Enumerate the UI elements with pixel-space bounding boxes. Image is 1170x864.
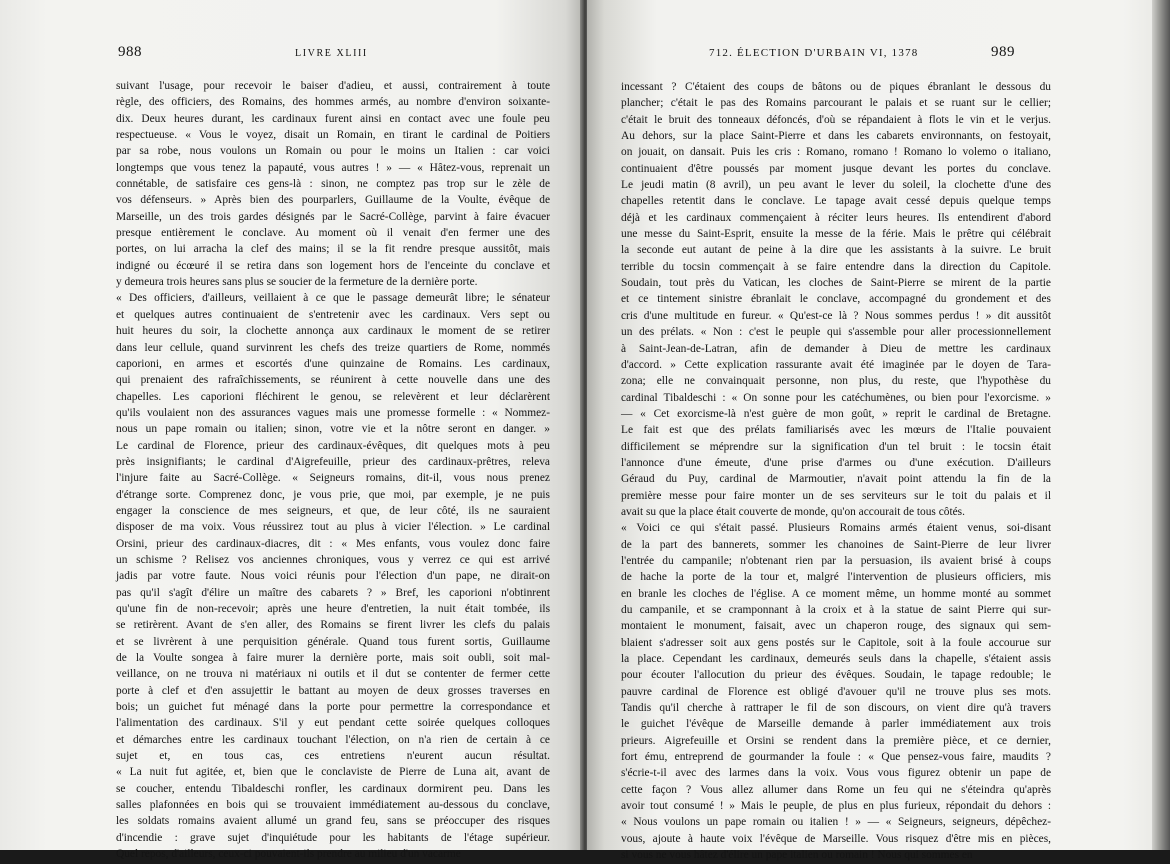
text-line: près insignifiants; le cardinal d'Aigrefeuille, prieur des cardinaux-prêtres, releva (116, 455, 550, 468)
text-line: première messe pour faire monter un de ses serviteurs sur le toit du palais et il (621, 489, 1051, 502)
text-line: le guichet l'évêque de Marseille demande à parler immédiatement aux trois (621, 718, 1051, 731)
text-line: incessant ? C'étaient des coups de bâtons ou de piques ébranlant le dessous du (621, 81, 1051, 93)
text-line: à Saint-Jean-de-Latran, afin de demander à Dieu de mettre les cardinaux (621, 342, 1051, 355)
right-page (587, 0, 1170, 862)
text-line: sujet et, en tous cas, ces entretiens n'eurent aucun résultat. (116, 750, 550, 763)
text-line: Géraud du Puy, cardinal de Marmoutier, n'avait point attendu la fin de la (621, 473, 1051, 486)
text-line: l'annonce d'une émeute, d'une prise d'armes ou d'une exécution. D'ailleurs (621, 456, 1051, 469)
text-line: on jouait, on dansait. Puis les cris : Romano, romano ! Romano lo volemo o italiano, (621, 146, 1051, 159)
text-line: nous un pape romain ou italien; sinon, votre vie et la nôtre seront en danger. » (116, 423, 550, 436)
body-text (621, 79, 1051, 864)
text-line: en branle les cloches de l'église. A ce moment même, un homme monté au sommet (621, 587, 1051, 600)
text-line: salles plafonnées en bois qui se trouvaient immédiatement au-dessous du conclave, (116, 799, 550, 812)
text-line: bois; un guichet fut ménagé dans la porte pour permettre la correspondance et (116, 701, 550, 714)
text-line: y demeura trois heures sans plus se soucier de la fermeture de la dernière porte. (116, 276, 478, 289)
text-line: continuaient d'être poussés par moment jusque devant les portes du conclave. (621, 162, 1051, 175)
text-line: d'étrange sorte. Comprenez donc, je vous prie, que moi, par exemple, je ne puis (116, 488, 550, 501)
text-line: respectueuse. « Vous le voyez, disait un Romain, en tirant le cardinal de Poitiers (116, 129, 550, 142)
text-line: qu'ils voulaient non des assurances vagues mais une promesse formelle : « Nommez- (116, 406, 550, 419)
text-line: Le fait est que des prélats familiarisés avec les mœurs de l'Italie pouvaient (621, 424, 1051, 437)
text-line: presque entièrement le conclave. Au moment où il venait d'en fermer une des (116, 227, 550, 240)
text-line: connétable, de satisfaire ces gens-là : sinon, ne comptez pas trop sur le zèle de (116, 178, 550, 191)
text-line: les soldats romains avaient allumé un grand feu, sans se préoccuper des risques (116, 815, 550, 828)
running-head: 712. ÉLECTION D'URBAIN VI, 1378 (709, 47, 919, 59)
text-line: qu'une fin de non-recevoir; après une heure d'entretien, la nuit était tombée, ils (116, 603, 550, 615)
text-line: s'écrie-t-il avec des larmes dans la voix. Vous vous figurez obtenir un pape de (621, 767, 1051, 780)
text-line: Quel repos, d'ailleurs, ceux-ci pouvaient-ils prendre au milieu d'un vacarme (116, 848, 461, 861)
text-line: et démarches entre les cardinaux touchant l'élection, on n'a rien de certain à ce (116, 733, 550, 746)
text-line: et quelques autres continuaient de s'entretenir avec les cardinaux. Vers sept ou (116, 308, 550, 321)
text-line: un des prélats. « Non : c'est le peuple qui s'assemble pour aller processionnellement (621, 326, 1051, 339)
text-line: dans leur cellule, quand survinrent les chefs des treize quartiers de Rome, nommés (116, 341, 550, 354)
text-line: suivant l'usage, pour recevoir le baiser d'adieu, et aussi, contrairement à toute (116, 80, 550, 92)
text-line: avait su que la place était couverte de monde, qu'on accourait de tous côtés. (621, 505, 965, 518)
text-line: se coucher, entendu Tibaldeschi ronfler, les cardinaux dormirent peu. Dans les (116, 782, 550, 795)
text-line: par sa robe, nous voulons un Romain ou pour le moins un Italien : car voici (116, 145, 550, 158)
body-text (116, 78, 550, 863)
text-line: prieurs. Aigrefeuille et Orsini se rendent dans la première pièce, et ce dernier, (621, 734, 1051, 747)
text-line: Marseille, un des trois gardes désignés par le Sacré-Collège, parvint à faire évacuer (116, 210, 550, 223)
text-line: de la Voulte songea à faire murer la dernière porte, mais soit oubli, soit mal- (116, 652, 550, 665)
text-line: du campanile, et se cramponnant à la croix et à la statue de saint Pierre qui sur- (621, 604, 1051, 616)
text-line: longtemps que vous tenez la papauté, vous autres ! » — « Hâtez-vous, reprenait un (116, 161, 550, 174)
text-line: Tandis qu'il cherche à rattraper le fil de son discours, on vient dire qu'à travers (621, 702, 1051, 715)
text-line: de la part des bannerets, sommer les chanoines de Saint-Pierre de leur livrer (621, 538, 1051, 551)
text-line: règle, des officiers, des Romains, des hommes armés, au nombre d'environ soixante- (116, 96, 550, 109)
text-line: avoir tout consumé ! » Mais le peuple, de plus en plus furieux, répondait du dehors : (621, 800, 1051, 813)
text-line: l'alimentation des cardinaux. S'il y eut pendant cette soirée quelques colloques (116, 717, 550, 730)
page-number: 988 (118, 44, 142, 60)
running-head: LIVRE XLIII (295, 48, 368, 59)
text-line: la seconde eut autant de peine à la dire que les assistants à la suivre. Le bruit (621, 244, 1051, 257)
text-line: engager la conscience de mes seigneurs, et que, de leur côté, ils ne sauraient (116, 504, 550, 517)
left-page (0, 0, 583, 861)
page-number: 989 (991, 44, 1015, 60)
text-line: chapelles. Les caporioni fléchirent le genou, se relevèrent et leur déclarèrent (116, 390, 550, 403)
text-line: pas qu'il s'agît d'élire un maître des cabarets ? » Bref, les caporioni n'obtinrent (116, 586, 550, 599)
text-line: c'était le bruit des tonneaux défoncés, d'où se répandaient à flots le vin et le verjus. (621, 113, 1051, 126)
text-line: plancher; c'était le pas des Romains parcourant le palais et se ruant sur le cellier; (621, 97, 1051, 110)
text-line: l'injure faite au Sacré-Collège. « Seigneurs romains, dit-il, vous nous prenez (116, 472, 550, 485)
text-line: cardinal Tibaldeschi : « On sonne pour les catéchumènes, ou bien pour l'exorcisme. » (621, 391, 1051, 404)
text-line: fort ému, entreprend de gourmander la foule : « Que pensez-vous faire, maudits ? (621, 751, 1051, 764)
text-line: pour écouter l'allocution du prieur des évêques. Soudain, le tapage redouble; le (621, 669, 1051, 682)
text-line: dix. Deux heures durant, les cardinaux furent ainsi en contact avec une foule peu (116, 112, 550, 125)
text-line: se retirèrent. Avant de s'en aller, des Romains se firent livrer les clefs du palais (116, 619, 550, 632)
text-line: blaient s'adresser soit aux gens postés sur le Capitole, soit à la foule accourue sur (621, 636, 1051, 649)
text-line: vous, ajoute à haute voix l'évêque de Marseille. Vous risquez d'être mis en pièces, (621, 832, 1051, 845)
text-line: veillance, on ne trouva ni matériaux ni outils et il dut se contenter de fermer cette (116, 668, 550, 681)
text-line: portes, on lui arracha la clef des mains; il se la fit rendre presque aussitôt, mais (116, 243, 550, 256)
text-line: de hache la porte de la tour et, malgré l'intervention de plusieurs officiers, mis (621, 571, 1051, 584)
text-line: terrible du tocsin commençait à se faire entendre dans la direction du Capitole. (621, 260, 1051, 273)
text-line: cette façon ? Vous allez allumer dans Rome un feu qui ne s'éteindra qu'après (621, 783, 1051, 796)
text-line: et se livrèrent à une perquisition générale. Quand tous furent sortis, Guillaume (116, 635, 550, 648)
text-line: cris d'une multitude en fureur. « Qu'est-ce là ? Nous sommes perdus ! » dit aussitôt (621, 309, 1051, 322)
text-line: « Nous voulons un pape romain ou italien ! » — « Seigneurs, seigneurs, dépêchez- (621, 816, 1051, 829)
text-line: Soudain, tout près du Vatican, les cloches de Saint-Pierre se mirent de la partie (621, 277, 1051, 290)
text-line: une messe du Saint-Esprit, ensuite la messe de la férie. Mais le prêtre qui célébrait (621, 228, 1051, 241)
text-line: Le cardinal de Florence, prieur des cardinaux-évêques, dit quelques mots à peu (116, 439, 550, 452)
text-line: — « Cet exorcisme-là n'est guère de mon goût, » reprit le cardinal de Bretagne. (621, 407, 1051, 420)
text-line: zona; elle ne convainquait personne, non plus, du reste, que l'hypothèse du (621, 375, 1051, 388)
text-line: si vous ne vous hâtez d'élire un pape italien ou romain ! Nous qui sommes en (621, 849, 973, 862)
text-line: jadis par votre faute. Nous voici réunis pour l'élection d'un pape, ne dirait-on (116, 570, 550, 583)
text-line: disposer de ma voix. Vous réussirez tout au plus à vicier l'élection. » Le cardinal (116, 521, 550, 534)
text-line: « Voici ce qui s'était passé. Plusieurs Romains armés étaient venus, soi-disant (621, 522, 1051, 535)
text-line: l'entrée du campanile; n'obtenant rien par la persuasion, ils avaient brisé à coups (621, 554, 1051, 567)
text-line: chapelles retentit dans le conclave. Le tapage avait cessé depuis quelque temps (621, 195, 1051, 208)
text-line: la place. Cependant les cardinaux, demeurés seuls dans la chapelle, s'étaient assis (621, 653, 1051, 666)
text-line: vos défenseurs. » Après bien des pourparlers, Guillaume de la Voulte, évêque de (116, 194, 550, 207)
text-line: qui prenaient des rafraîchissements, se réunirent à cette nouvelle dans une des (116, 374, 550, 387)
text-line: huit heures du soir, la clochette annonça aux cardinaux le moment de se retirer (116, 325, 550, 338)
text-line: un schisme ? Relisez vos anciennes chroniques, vous y verrez ce qui est arrivé (116, 553, 550, 566)
text-line: caporioni, en armes et escortés d'une quinzaine de Romains. Les cardinaux, (116, 357, 550, 370)
text-line: d'incendie : grave sujet d'inquiétude pour les habitants de l'étage supérieur. (116, 831, 550, 844)
text-line: Le jeudi matin (8 avril), un peu avant le lever du soleil, la clochette d'une des (621, 179, 1051, 192)
text-line: et ce tintement sinistre ébranlait le conclave, accompagné du grondement et des (621, 293, 1051, 306)
text-line: pauvre cardinal de Florence est obligé d'avouer qu'il ne trouve plus ses mots. (621, 685, 1051, 698)
text-line: montaient le monument, faisait, avec un chaperon rouge, des signaux qui sem- (621, 620, 1051, 633)
text-line: difficilement se méprendre sur la signification d'un tel bruit : le tocsin était (621, 440, 1051, 453)
page-edge-shadow (1152, 0, 1170, 850)
text-line: Orsini, prieur des cardinaux-diacres, dit : « Mes enfants, vous voulez donc faire (116, 537, 550, 550)
text-line: déjà et les cardinaux commençaient à réciter leurs heures. Ils entendirent d'abord (621, 211, 1051, 224)
text-line: d'accord. » Cette explication rassurante avait été imaginée par le doyen de Tara- (621, 358, 1051, 371)
text-line: « La nuit fut agitée, et, bien que le conclaviste de Pierre de Luna ait, avant de (116, 766, 550, 779)
text-line: porte à clef et d'en assujettir le battant au moyen de deux grosses traverses en (116, 684, 550, 697)
text-line: indigné ou écœuré il se retira dans son logement hors de l'enceinte du conclave et (116, 259, 550, 272)
text-line: « Des officiers, d'ailleurs, veillaient à ce que le passage demeurât libre; le sénateur (116, 292, 550, 305)
text-line: Au dehors, sur la place Saint-Pierre et dans les cabarets environnants, on festoyait, (621, 130, 1051, 143)
